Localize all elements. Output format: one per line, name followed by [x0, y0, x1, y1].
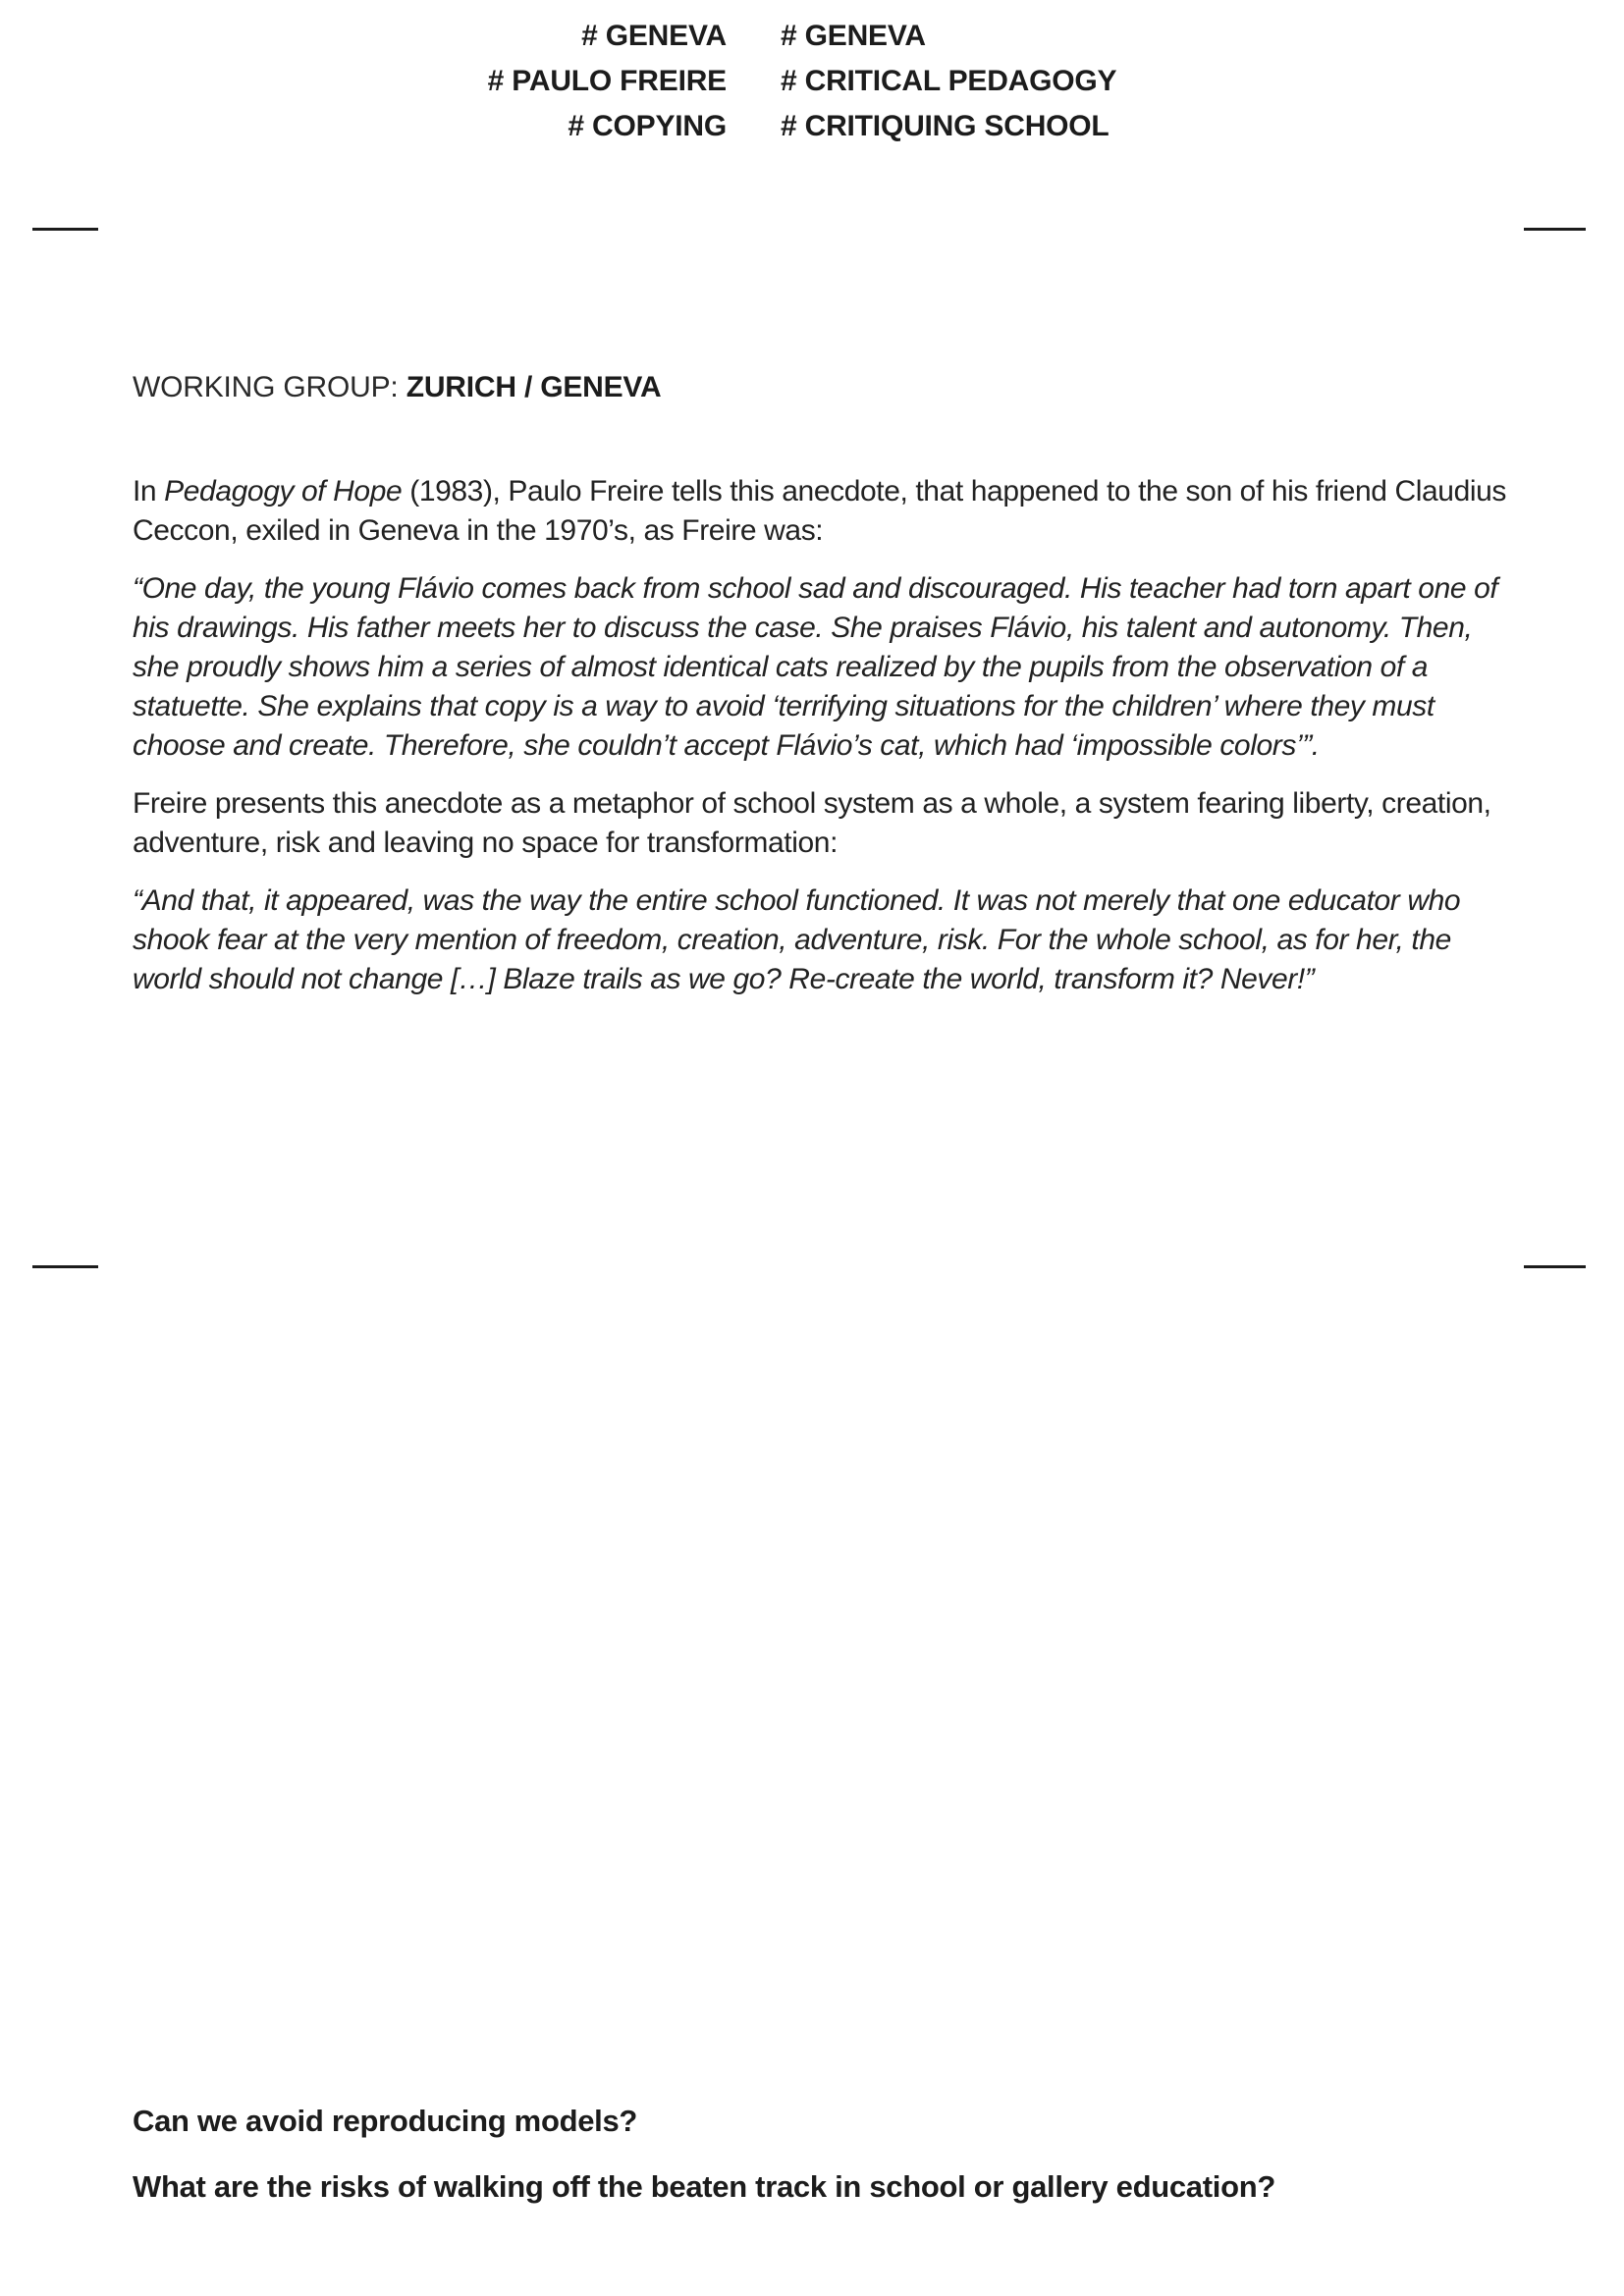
- hashtag-geneva: # GENEVA: [581, 20, 727, 52]
- quote-flavio-anecdote: “One day, the young Flávio comes back from school sad and discouraged. His teacher had torn apart one of his drawings. His father meets her to discuss the case. She praises Flávio, his talent and autonomy. Then, she proudly shows him a series of almost identical cats realized by the pupils from the observation of a statuette. She explains that copy is a way to avoid ‘terrifying situations for the children’ where they must choose and create. Therefore, she couldn’t accept Flávio’s cat, which had ‘impossible colors’”.: [133, 572, 1498, 762]
- question-beaten-track: What are the risks of walking off the beaten track in school or gallery education?: [133, 2169, 1275, 2204]
- question-reproducing-models: Can we avoid reproducing models?: [133, 2104, 638, 2138]
- paragraph-intro-rest: (1983), Paulo Freire tells this anecdote, that happened to the son of his friend Claudius Ceccon, exiled in Geneva in the 1970’s, as Freire was:: [133, 475, 1507, 547]
- working-group-value: ZURICH / GENEVA: [406, 371, 662, 403]
- paragraph-intro-prefix: In: [133, 475, 165, 507]
- crop-mark-middle-right: [1524, 1265, 1586, 1268]
- hashtag-copying: # COPYING: [568, 110, 727, 142]
- hashtag-column-left: [0, 14, 727, 149]
- crop-mark-top-left: [32, 228, 98, 231]
- hashtag-column-right: [781, 14, 1116, 149]
- paragraph-intro: [133, 472, 1507, 551]
- body-text-column: [133, 472, 1507, 1018]
- quote-school-system: “And that, it appeared, was the way the entire school functioned. It was not merely that one educator who shook fear at the very mention of freedom, creation, adventure, risk. For the whole school, as for her, the world should not change […] Blaze trails as we go? Re-create the world, transform it? Never!”: [133, 884, 1461, 995]
- working-group-label: WORKING GROUP:: [133, 371, 406, 403]
- crop-mark-top-right: [1524, 228, 1586, 231]
- paragraph-metaphor: Freire presents this anecdote as a metaphor of school system as a whole, a system fearing liberty, creation, adventure, risk and leaving no space for transformation:: [133, 787, 1491, 859]
- hashtag-geneva-2: # GENEVA: [781, 20, 926, 52]
- crop-mark-middle-left: [32, 1265, 98, 1268]
- working-group-line: [133, 370, 661, 405]
- hashtag-critiquing-school: # CRITIQUING SCHOOL: [781, 110, 1110, 142]
- hashtag-critical-pedagogy: # CRITICAL PEDAGOGY: [781, 65, 1117, 97]
- book-title: Pedagogy of Hope: [164, 475, 403, 507]
- hashtag-paulo-freire: # PAULO FREIRE: [487, 65, 727, 97]
- questions-block: [133, 2103, 1586, 2234]
